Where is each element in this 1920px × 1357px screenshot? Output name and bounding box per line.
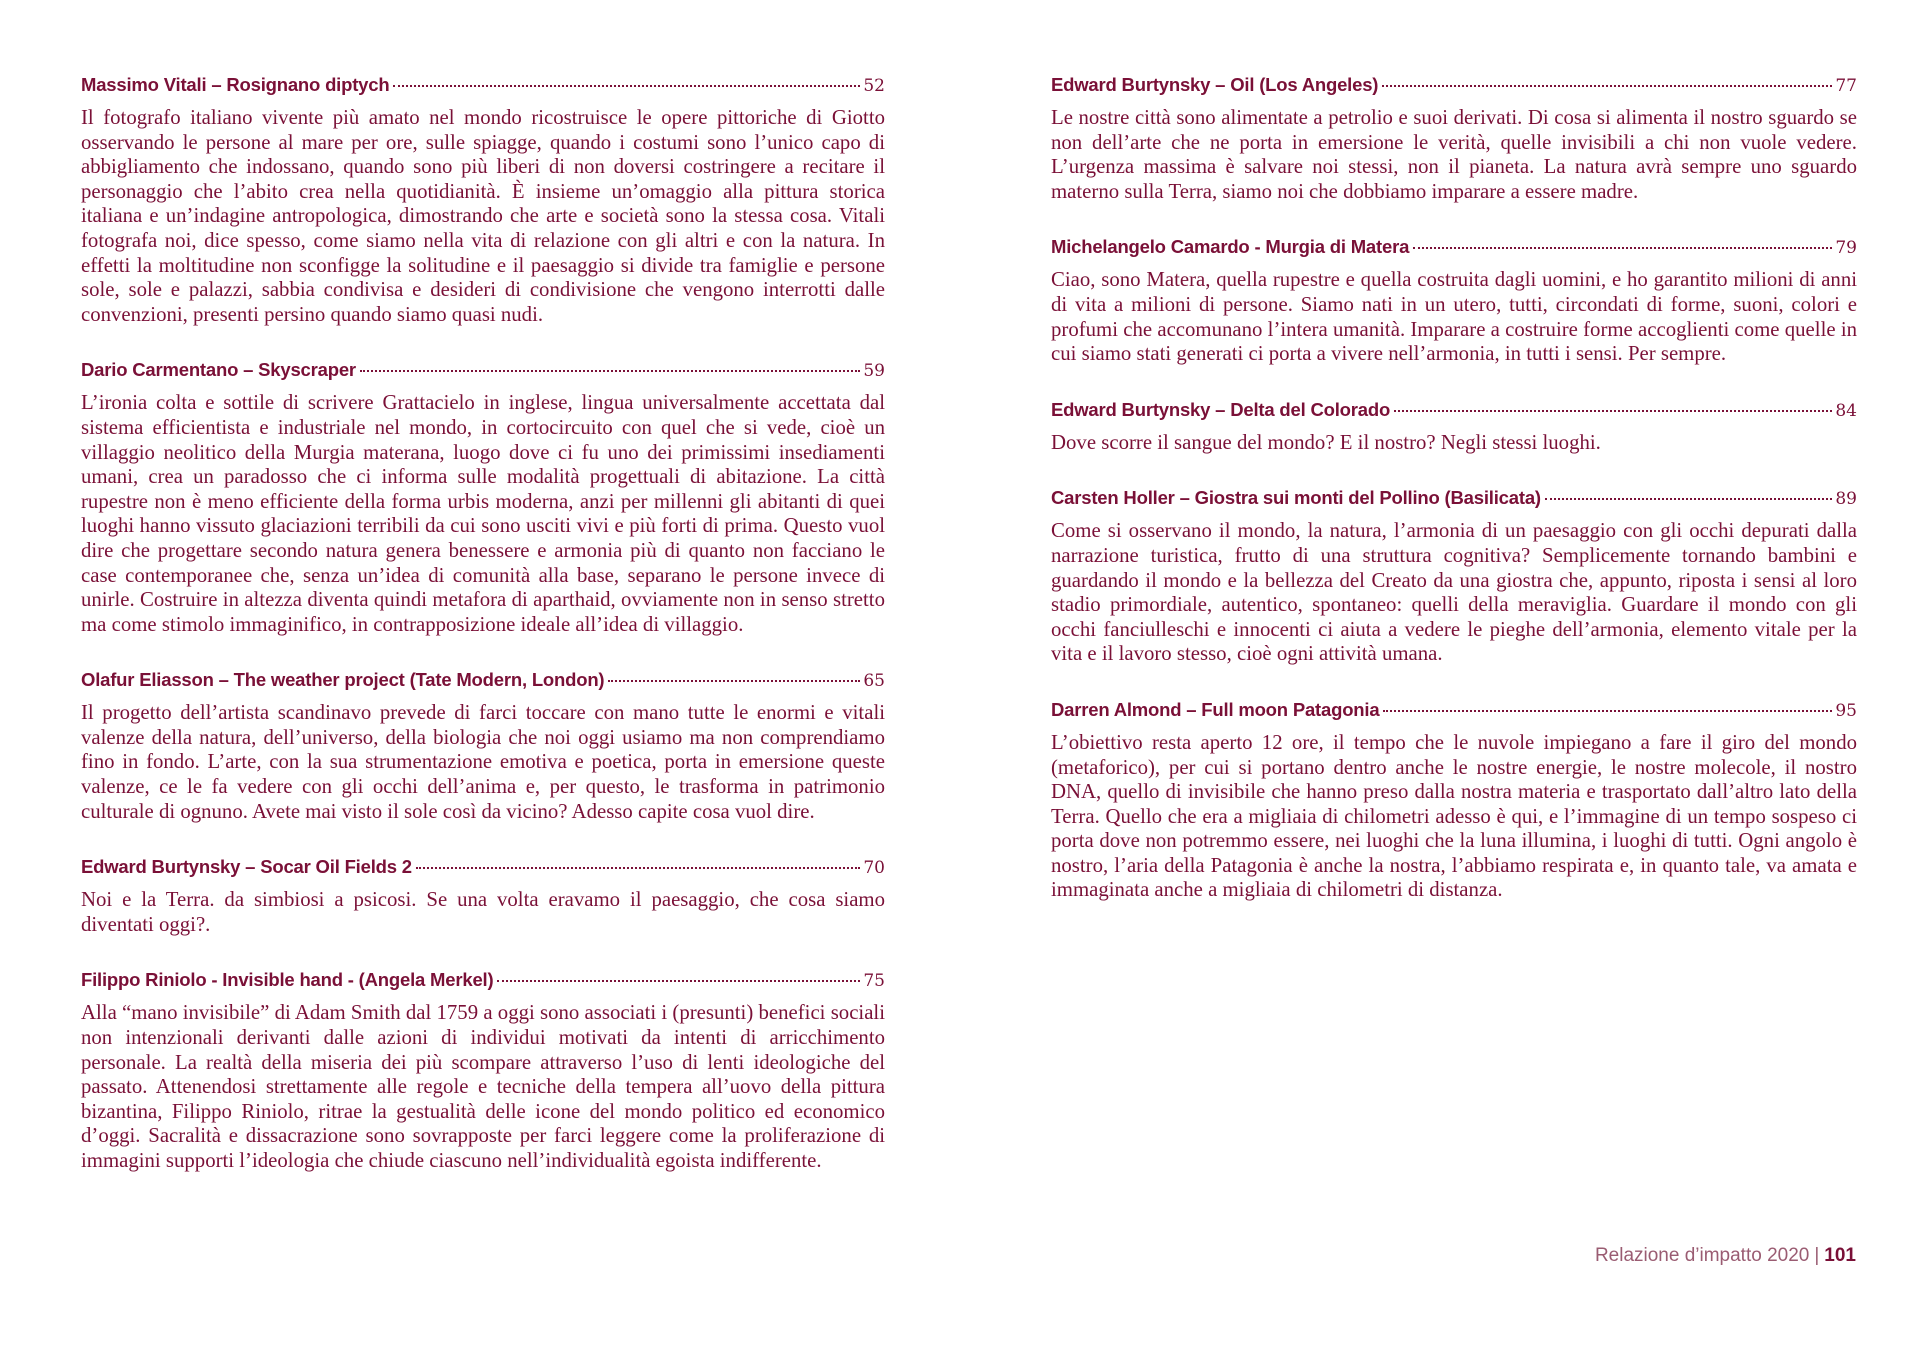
entry-title: Olafur Eliasson – The weather project (Tate Modern, London)	[81, 669, 605, 691]
entry-heading	[1051, 699, 1857, 727]
entry-heading	[1051, 74, 1857, 102]
report-title: Relazione d’impatto 2020	[1594, 1245, 1810, 1266]
entry-heading	[1051, 399, 1857, 427]
entry-title: Dario Carmentano – Skyscraper	[81, 359, 356, 381]
entry-heading	[81, 856, 885, 884]
entry-page-number: 59	[863, 361, 885, 382]
page-footer	[1595, 1245, 1856, 1267]
right-column	[1051, 74, 1857, 935]
artwork-entry	[1051, 399, 1857, 456]
artwork-entry	[1051, 487, 1857, 667]
page-number: 101	[1824, 1245, 1856, 1266]
entry-title: Edward Burtynsky – Delta del Colorado	[1051, 398, 1391, 420]
entry-heading	[81, 669, 885, 697]
dot-leader	[360, 370, 860, 372]
artwork-entry	[81, 359, 885, 637]
entry-title: Massimo Vitali – Rosignano diptych	[81, 74, 390, 95]
entry-page-number: 79	[1835, 238, 1857, 259]
entry-description: Il progetto dell’artista scandinavo prevede di farci toccare con mano tutte le enormi e vitali valenze della natura, dell’universo, della biologia che noi oggi usiamo ma non comprendiamo fino in fondo. L’arte, con la sua strumentazione emotiva e poetica, porta in emersione queste valenze, ce le fa vedere con gli occhi dell’anima e, per questo, le trasforma in patrimonio culturale di ognuno. Avete mai visto il sole così da vicino? Adesso capite cosa vuol dire.	[81, 701, 885, 823]
entry-title: Michelangelo Camardo - Murgia di Matera	[1051, 236, 1410, 258]
entry-heading	[1051, 487, 1857, 515]
entry-page-number: 52	[863, 76, 885, 96]
entry-description: Dove scorre il sangue del mondo? E il nostro? Negli stessi luoghi.	[1051, 430, 1601, 454]
dot-leader	[1545, 498, 1832, 500]
entry-description: Noi e la Terra. da simbiosi a psicosi. Se una volta eravamo il paesaggio, che cosa siamo diventati oggi?.	[81, 888, 885, 936]
artwork-entry	[81, 856, 885, 937]
entry-description: Il fotografo italiano vivente più amato nel mondo ricostruisce le opere pittoriche di Giotto osservando le persone al mare per ore, sulle spiagge, quando i costumi sono l’unico capo di abbigliamento che indossano, quando sono più liberi di non doversi costringere a recitare il personaggio che l’abito crea nella quotidianità. È insieme un’omaggio alla pittura storica italiana e un’indagine antropologica, dimostrando che arte e società sono la stessa cosa. Vitali fotografa noi, dice spesso, come siamo nella vita di relazione con gli altri e con la natura. In effetti la moltitudine non sconfigge la solitudine e il paesaggio si divide tra famiglie e persone sole, sole e palazzi, sabbia condivisa e desideri di condivisione che vengono interrotti dalle convenzioni, presenti persino quando siamo quasi nudi.	[81, 106, 885, 326]
footer-separator: |	[1814, 1245, 1820, 1266]
dot-leader	[1413, 247, 1832, 249]
dot-leader	[1382, 85, 1832, 87]
artwork-entry	[81, 669, 885, 824]
entry-title: Edward Burtynsky – Oil (Los Angeles)	[1051, 74, 1379, 95]
dot-leader	[608, 680, 860, 682]
entry-description: L’obiettivo resta aperto 12 ore, il tempo che le nuvole impiegano a fare il giro del mondo (metaforico), per cui si portano dentro anche le nostre energie, le nostre molecole, il nostro DNA, quello di invisibile che hanno preso dalla nostra materia e trasportato dall’altro lato della Terra. Quello che era a migliaia di chilometri adesso è qui, e l’immagine di un tempo sospeso ci porta dove non potremmo essere, nei luoghi che la luna illumina, i luoghi di tutti. Ogni angolo è nostro, l’aria della Patagonia è anche la nostra, l’abbiamo respirata e, in quanto tale, va amata e immaginata anche a migliaia di chilometri di distanza.	[1051, 730, 1857, 902]
entry-description: L’ironia colta e sottile di scrivere Grattacielo in inglese, lingua universalmente accettata dal sistema efficientista e industriale nel mondo, in cortocircuito con quel che si vede, cioè un villaggio neolitico della Murgia materana, luogo dove ci fu uno dei primissimi insediamenti umani, crea un paradosso che ci informa sulle modalità progettuali di abitazione. La città rupestre non è meno efficiente della forma urbis moderna, anzi per millenni gli abitanti di quei luoghi hanno vissuto glaciazioni terribili da cui sono usciti vivi e più forti di prima. Questo vuol dire che progettare secondo natura genera benessere e armonia più di quanto non facciano le case contemporanee che, senza un’idea di comunità alla base, separano le persone invece di unirle. Costruire in altezza diventa quindi metafora di aparthaid, ovviamente non in senso stretto ma come stimolo immaginifico, in contrapposizione ideale all’idea di villaggio.	[81, 391, 885, 636]
entry-page-number: 65	[863, 671, 885, 692]
entry-title: Edward Burtynsky – Socar Oil Fields 2	[81, 856, 412, 878]
entry-heading	[81, 969, 885, 997]
artwork-entry	[1051, 236, 1857, 366]
entry-description: Come si osservano il mondo, la natura, l’armonia di un paesaggio con gli occhi depurati dalla narrazione turistica, frutto di una struttura cognitiva? Semplicemente tornando bambini e guardando il mondo e la bellezza del Creato da una giostra che, appunto, riposta i sensi al loro stadio primordiale, autentico, spontaneo: quelli della meraviglia. Guardare il mondo con gli occhi fanciulleschi e innocenti ci aiuta a vedere le pieghe dell’armonia, elemento vitale per la vita e il lavoro stesso, cioè ogni attività umana.	[1051, 519, 1857, 666]
artwork-entry	[1051, 74, 1857, 204]
entry-heading	[81, 74, 885, 102]
entry-page-number: 95	[1835, 700, 1857, 721]
entry-page-number: 77	[1835, 76, 1857, 96]
entry-description: Ciao, sono Matera, quella rupestre e quella costruita dagli uomini, e ho garantito milioni di anni di vita a milioni di persone. Siamo nati in un utero, tutti, circondati di forme, suoni, colori e profumi che accomunano l’intera umanità. Imparare a costruire forme accoglienti come quelle in cui siamo stati generati ci porta a vivere nell’armonia, in tutti i sensi. Per sempre.	[1051, 268, 1857, 366]
dot-leader	[1383, 710, 1832, 712]
dot-leader	[497, 980, 860, 982]
dot-leader	[393, 85, 860, 87]
dot-leader	[416, 867, 861, 869]
artwork-entry	[81, 74, 885, 327]
entry-page-number: 75	[863, 971, 885, 992]
entry-page-number: 70	[863, 858, 885, 879]
entry-title: Carsten Holler – Giostra sui monti del Pollino (Basilicata)	[1051, 487, 1541, 509]
entry-description: Le nostre città sono alimentate a petrolio e suoi derivati. Di cosa si alimenta il nostro sguardo se non dell’arte che ne porta in emersione le verità, quelle invisibili a chi non vuole vedere. L’urgenza massima è salvare noi stessi, non il pianeta. La natura avrà sempre uno sguardo materno sulla Terra, siamo noi che dobbiamo imparare a essere madre.	[1051, 106, 1857, 203]
dot-leader	[1394, 410, 1832, 412]
entry-page-number: 89	[1835, 489, 1857, 510]
entry-heading	[81, 359, 885, 387]
artwork-entry	[1051, 699, 1857, 903]
entry-page-number: 84	[1835, 400, 1857, 421]
artwork-entry	[81, 969, 885, 1173]
entry-heading	[1051, 236, 1857, 264]
entry-title: Darren Almond – Full moon Patagonia	[1051, 698, 1380, 720]
left-column	[81, 74, 885, 1206]
entry-title: Filippo Riniolo - Invisible hand - (Angela Merkel)	[81, 969, 494, 991]
entry-description: Alla “mano invisibile” di Adam Smith dal 1759 a oggi sono associati i (presunti) benefici sociali non intenzionali derivanti dalle azioni di individui motivati da intenti di arricchimento personale. La realtà della miseria dei più scompare attraverso l’uso di lenti ideologiche del passato. Attenendosi strettamente alle regole e tecniche della tempera all’uovo della pittura bizantina, Filippo Riniolo, ritrae la gestualità delle icone del mondo politico ed economico d’oggi. Sacralità e dissacrazione sono sovrapposte per farci leggere come la proliferazione di immagini supporti l’ideologia che chiude ciascuno nell’individualità egoista indifferente.	[81, 1001, 885, 1172]
